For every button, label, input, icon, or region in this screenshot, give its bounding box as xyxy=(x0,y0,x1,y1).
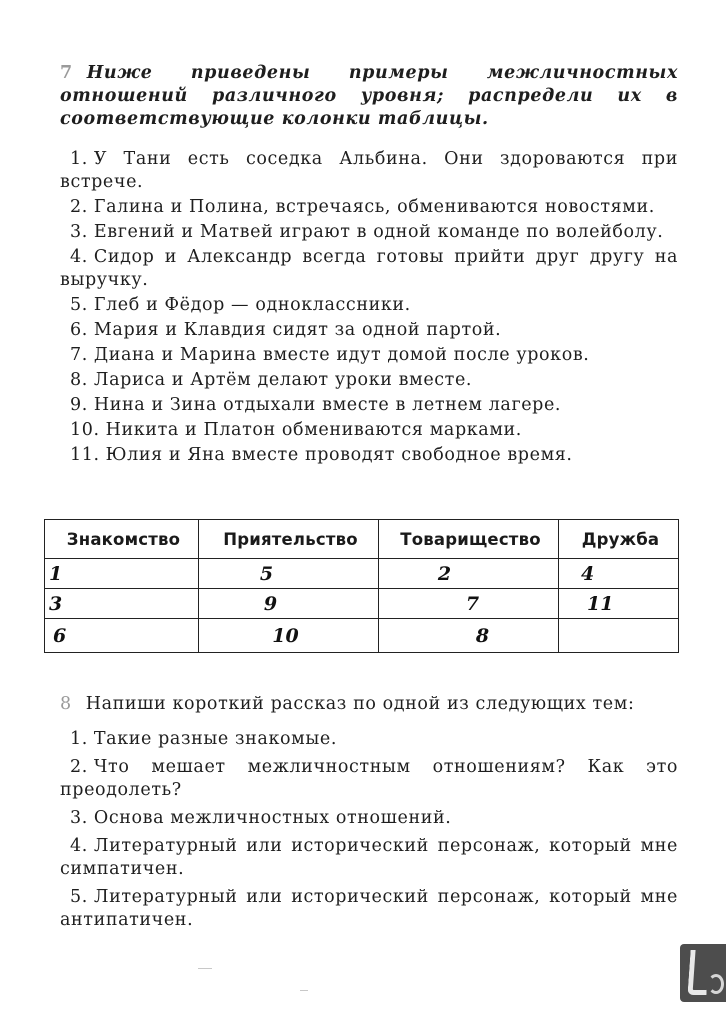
list-item: 5. Глеб и Фёдор — одноклассники. xyxy=(70,295,411,315)
table-cell[interactable]: 4 xyxy=(559,559,679,589)
task-8-list xyxy=(60,728,678,932)
table-cell[interactable]: 11 xyxy=(559,589,679,619)
task-7-intro xyxy=(60,62,678,131)
list-item: 2. Что мешает межличностным отношениям? Как это преодолеть? xyxy=(60,757,678,800)
task-8-number: 8 xyxy=(60,694,72,714)
table-cell[interactable]: 6 xyxy=(45,619,199,653)
header-friendly-relations: Приятельство xyxy=(199,520,379,559)
list-item: 3. Основа межличностных отношений. xyxy=(70,808,452,828)
list-item: 10. Никита и Платон обмениваются марками. xyxy=(70,420,522,440)
list-item: 11. Юлия и Яна вместе проводят свободное время. xyxy=(70,445,573,465)
task-7-intro-text: Ниже приведены примеры межличностных отношений различного уровня; распредели их в соответствующие колонки таблицы. xyxy=(60,63,678,129)
table-row xyxy=(45,559,679,589)
table-cell[interactable]: 8 xyxy=(379,619,559,653)
list-item: 9. Нина и Зина отдыхали вместе в летнем лагере. xyxy=(70,395,562,415)
table-header-row xyxy=(45,520,679,559)
table-cell[interactable]: 5 xyxy=(199,559,379,589)
task-8 xyxy=(60,693,678,937)
table-cell[interactable]: 2 xyxy=(379,559,559,589)
list-item: 5. Литературный или исторический персонаж, который мне антипатичен. xyxy=(60,887,678,930)
tab-dot-icon xyxy=(708,974,724,994)
table-cell[interactable]: 7 xyxy=(379,589,559,619)
list-item: 3. Евгений и Матвей играют в одной команде по волейболу. xyxy=(70,222,664,242)
header-acquaintance: Знакомство xyxy=(45,520,199,559)
relationships-table xyxy=(44,519,678,653)
table-cell[interactable]: 3 xyxy=(45,589,199,619)
task-7 xyxy=(60,62,678,469)
table-cell[interactable]: 1 xyxy=(45,559,199,589)
list-item: 2. Галина и Полина, встречаясь, обмениваются новостями. xyxy=(70,197,655,217)
list-item: 4. Сидор и Александр всегда готовы прийти друг другу на выручку. xyxy=(60,247,678,290)
list-item: 1. Такие разные знакомые. xyxy=(70,729,337,749)
table-row xyxy=(45,619,679,653)
page-corner-tab-icon xyxy=(680,944,726,1002)
list-item: 4. Литературный или исторический персонаж, который мне симпатичен. xyxy=(60,836,678,879)
list-item: 6. Мария и Клавдия сидят за одной партой. xyxy=(70,320,502,340)
table-cell[interactable]: 10 xyxy=(199,619,379,653)
task-7-list xyxy=(60,148,678,467)
table-row xyxy=(45,589,679,619)
task-7-number: 7 xyxy=(60,63,73,83)
list-item: 7. Диана и Марина вместе идут домой после уроков. xyxy=(70,345,590,365)
list-item: 8. Лариса и Артём делают уроки вместе. xyxy=(70,370,473,390)
scan-speck xyxy=(198,968,212,969)
table-cell[interactable]: 9 xyxy=(199,589,379,619)
header-friendship: Дружба xyxy=(559,520,679,559)
list-item: 1. У Тани есть соседка Альбина. Они здороваются при встрече. xyxy=(60,149,678,192)
task-8-intro-text: Напиши короткий рассказ по одной из следующих тем: xyxy=(85,694,635,714)
tab-glyph-icon xyxy=(687,950,709,995)
header-comradeship: Товарищество xyxy=(379,520,559,559)
relationships-table-grid xyxy=(44,519,679,653)
scan-speck xyxy=(300,990,308,991)
table-cell[interactable] xyxy=(559,619,679,653)
task-8-intro xyxy=(60,693,678,716)
